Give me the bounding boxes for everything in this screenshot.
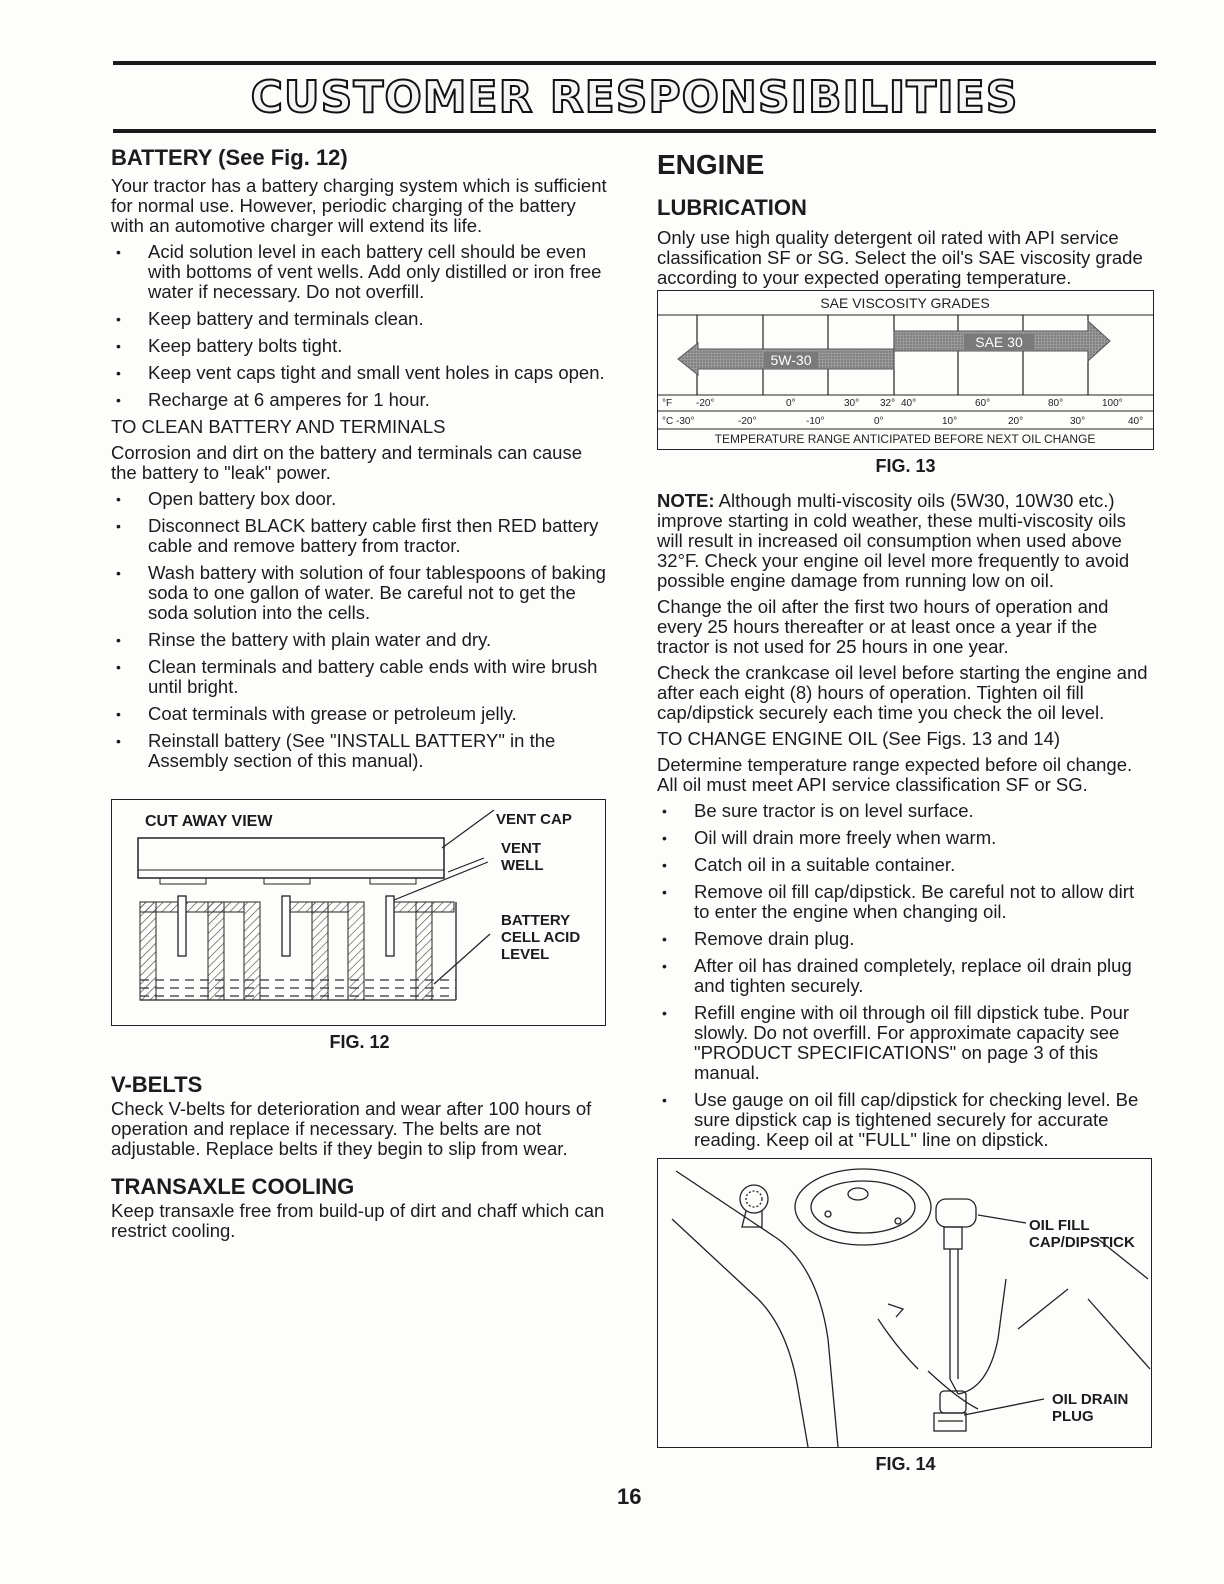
change-oil-intro: Determine temperature range expected before oil change. All oil must meet API service classification SF or SG. [657, 754, 1133, 795]
list-item: • Refill engine with oil through oil fill dipstick tube. Pour slowly. Do not overfill. For approximate capacity see "PRODUCT SPECIFICATIONS" on page 3 of this manual. [657, 1003, 1154, 1083]
battery-heading: BATTERY (See Fig. 12) [111, 145, 348, 170]
fig12-caption: FIG. 12 [329, 1032, 390, 1052]
battery-acid-line-2: CELL ACID [501, 929, 581, 946]
list-item: • Remove oil fill cap/dipstick. Be careful not to allow dirt to enter the engine when changing oil. [657, 882, 1154, 922]
oil-drain-label [1052, 1391, 1128, 1425]
transaxle-text: Keep transaxle free from build-up of dirt and chaff which can restrict cooling. [111, 1200, 605, 1241]
vent-well-label [501, 840, 544, 874]
oil-drain-line-2: PLUG [1052, 1408, 1094, 1425]
vbelts-heading: V-BELTS [111, 1072, 203, 1097]
list-item: • Coat terminals with grease or petroleum jelly. [111, 704, 608, 724]
list-item: • Oil will drain more freely when warm. [657, 828, 1154, 848]
list-item: • Reinstall battery (See "INSTALL BATTERY" in the Assembly section of this manual). [111, 731, 608, 771]
sae-viscosity-chart [658, 291, 1153, 449]
c-tick: -20° [738, 416, 757, 427]
fig13-sae-chart [657, 290, 1154, 450]
lubrication-heading: LUBRICATION [657, 195, 807, 220]
change-oil-text: Change the oil after the first two hours of operation and every 25 hours thereafter or at least once a year if the tractor is not used for 25 hours in one year. [657, 596, 1109, 657]
c-tick: 40° [1128, 416, 1144, 427]
clean-intro: Corrosion and dirt on the battery and terminals can cause the battery to "leak" power. [111, 442, 582, 483]
oil-drain-line-1: OIL DRAIN [1052, 1391, 1129, 1408]
fig13-caption: FIG. 13 [875, 456, 936, 476]
list-item: • Acid solution level in each battery cell should be even with bottoms of vent wells. Add only distilled or iron free water if necessary. Do not overfill. [111, 242, 608, 302]
f-tick: 60° [975, 398, 991, 409]
fig14-oil-diagram [657, 1158, 1152, 1448]
list-item: • Keep vent caps tight and small vent holes in caps open. [111, 363, 608, 383]
list-item: • Keep battery and terminals clean. [111, 309, 608, 329]
f-tick: -20° [696, 398, 715, 409]
cut-away-label: CUT AWAY VIEW [145, 813, 273, 830]
f-tick: 30° [844, 398, 860, 409]
f-unit: °F [662, 398, 673, 409]
c-tick: 20° [1008, 416, 1024, 427]
c-tick: -30° [676, 416, 695, 427]
oil-fill-label [1029, 1217, 1135, 1251]
note-text: Although multi-viscosity oils (5W30, 10W30 etc.) improve starting in cold weather, these multi-viscosity oils will result in increased oil consumption when used above 32°F. Check your engine oil level more frequently to avoid possible engine damage from running low on oil. [657, 490, 1130, 591]
list-item: • After oil has drained completely, replace oil drain plug and tighten securely. [657, 956, 1154, 996]
f-tick: 32° [880, 398, 896, 409]
c-tick: 30° [1070, 416, 1086, 427]
vent-cap-label: VENT CAP [496, 811, 572, 828]
battery-acid-line-1: BATTERY [501, 912, 571, 929]
list-item: • Remove drain plug. [657, 929, 1154, 949]
list-item: • Keep battery bolts tight. [111, 336, 608, 356]
c-tick: -10° [806, 416, 825, 427]
transaxle-heading: TRANSAXLE COOLING [111, 1174, 355, 1199]
vent-well-line-1: VENT [501, 840, 542, 857]
clean-heading: TO CLEAN BATTERY AND TERMINALS [111, 416, 446, 437]
oil-fill-line-2: CAP/DIPSTICK [1029, 1234, 1135, 1251]
right-column [657, 144, 1154, 1481]
sae-footer: TEMPERATURE RANGE ANTICIPATED BEFORE NEXT OIL CHANGE [714, 432, 1096, 446]
c-unit: °C [662, 416, 674, 427]
vent-well-line-2: WELL [501, 857, 544, 874]
list-item: • Wash battery with solution of four tablespoons of baking soda to one gallon of water. Be careful not to get the soda solution into the cells. [111, 563, 608, 623]
engine-bullets [657, 801, 1154, 1150]
check-oil-text: Check the crankcase oil level before starting the engine and after each eight (8) hours of operation. Tighten oil fill cap/dipstick securely each time you check the oil level. [657, 662, 1148, 723]
battery-acid-label [501, 912, 580, 963]
f-tick: 40° [901, 398, 917, 409]
battery-bullets [111, 242, 608, 410]
list-item: • Open battery box door. [111, 489, 608, 509]
list-item: • Catch oil in a suitable container. [657, 855, 1154, 875]
f-tick: 100° [1102, 398, 1123, 409]
5w30-label: 5W-30 [770, 352, 812, 368]
left-column [111, 144, 608, 1247]
note-label: NOTE: [657, 490, 715, 511]
lubrication-text: Only use high quality detergent oil rated with API service classification SF or SG. Select the oil's SAE viscosity grade according to your expected operating temperature. [657, 227, 1143, 288]
list-item: • Recharge at 6 amperes for 1 hour. [111, 390, 608, 410]
list-item: • Be sure tractor is on level surface. [657, 801, 1154, 821]
battery-intro: Your tractor has a battery charging system which is sufficient for normal use. However, periodic charging of the battery with an automotive charger will extend its life. [111, 175, 607, 236]
page-number: 16 [617, 1484, 642, 1509]
c-tick: 0° [874, 416, 884, 427]
title-rule [113, 129, 1156, 133]
fig14-caption: FIG. 14 [875, 1454, 936, 1474]
sae-title: SAE VISCOSITY GRADES [820, 295, 990, 311]
oil-fill-line-1: OIL FILL [1029, 1217, 1090, 1234]
list-item: • Rinse the battery with plain water and dry. [111, 630, 608, 650]
sae30-label: SAE 30 [975, 334, 1023, 350]
top-rule [113, 61, 1156, 65]
f-tick: 0° [786, 398, 796, 409]
c-tick: 10° [942, 416, 958, 427]
f-tick: 80° [1048, 398, 1064, 409]
engine-heading: ENGINE [657, 149, 765, 180]
change-oil-heading: TO CHANGE ENGINE OIL (See Figs. 13 and 14) [657, 728, 1061, 749]
vbelts-text: Check V-belts for deterioration and wear after 100 hours of operation and replace if necessary. The belts are not adjustable. Replace belts if they begin to slip from wear. [111, 1098, 592, 1159]
battery-acid-line-3: LEVEL [501, 946, 550, 963]
list-item: • Disconnect BLACK battery cable first then RED battery cable and remove battery from tractor. [111, 516, 608, 556]
fig12-battery-diagram [111, 799, 606, 1026]
clean-bullets [111, 489, 608, 771]
note-paragraph [657, 491, 1154, 591]
list-item: • Clean terminals and battery cable ends with wire brush until bright. [111, 657, 608, 697]
page-title: CUSTOMER RESPONSIBILITIES [250, 72, 1019, 123]
list-item: • Use gauge on oil fill cap/dipstick for checking level. Be sure dipstick cap is tightened securely for accurate reading. Keep oil at "FULL" line on dipstick. [657, 1090, 1154, 1150]
